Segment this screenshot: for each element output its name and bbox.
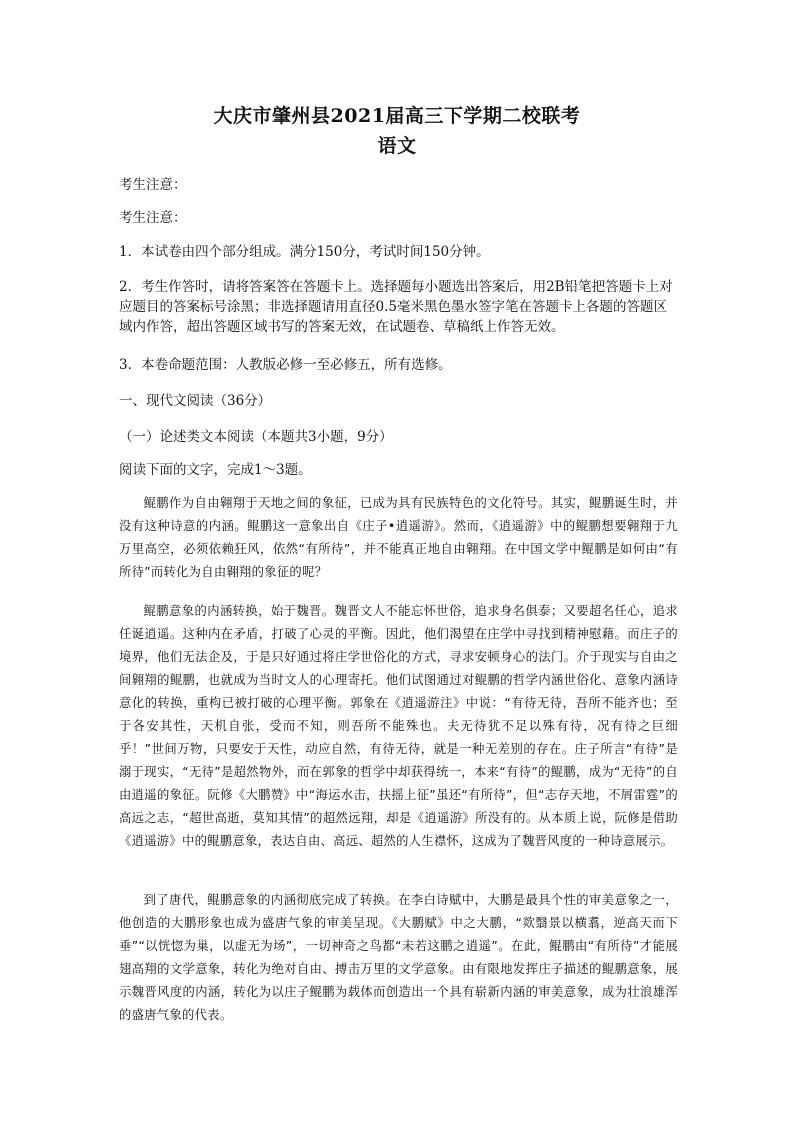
- notice-item-2: 2．考生作答时，请将答案答在答题卡上。选择题每小题选出答案后，用2B铅笔把答题卡上对应题目的答案标号涂黑；非选择题请用直径0.5毫米黑色墨水签字笔在答题卡上各题的答题区域内作答，超出答题区域书写的答案无效，在试题卷、草稿纸上作答无效。: [119, 279, 673, 335]
- exam-title: 大庆市肇州县2021届高三下学期二校联考: [213, 105, 581, 127]
- passage-paragraph-1: 鲲鹏作为自由翱翔于天地之间的象征，已成为具有民族特色的文化符号。其实，鲲鹏诞生时，并没有这种诗意的内涵。鲲鹏这一意象出自《庄子•逍遥游》。然而，《逍遥游》中的鲲鹏想要翱翔于九万里高空，必须依赖狂风，依然“有所待”，并不能真正地自由翱翔。在中国文学中鲲鹏是如何由“有所待”而转化为自由翱翔的象征的呢？: [119, 496, 678, 579]
- notice-item-1: 1．本试卷由四个部分组成。满分150分，考试时间150分钟。: [119, 244, 490, 260]
- reading-instruction: 阅读下面的文字，完成1～3题。: [119, 462, 312, 478]
- notice-heading: 考生注意：: [119, 177, 187, 193]
- notice-item-3: 3．本卷命题范围：人教版必修一至必修五，所有选修。: [119, 357, 452, 373]
- subject-title: 语文: [377, 135, 417, 157]
- passage-paragraph-3: 到了唐代，鲲鹏意象的内涵彻底完成了转换。在李白诗赋中，大鹏是最具个性的审美意象之一，他创造的大鹏形象也成为盛唐气象的审美呈现。《大鹏赋》中之大鹏，“欻翳景以横翥，逆高天而下垂”“以恍惚为巢，以虚无为场”，一切神奇之鸟都“未若这鹏之逍遥”。在此，鲲鹏由“有所待”才能展翅高翔的文学意象，转化为绝对自由、搏击万里的文学意象。由有限地发挥庄子描述的鲲鹏意象，展示魏晋风度的内涵，转化为以庄子鲲鹏为载体而创造出一个具有崭新内涵的审美意象，成为壮浪雄浑的盛唐气象的代表。: [119, 893, 678, 1022]
- subsection-heading: （一）论述类文本阅读（本题共3小题，9分）: [119, 429, 393, 445]
- notice-heading-repeat: 考生注意：: [119, 210, 187, 226]
- passage-paragraph-2: 鲲鹏意象的内涵转换，始于魏晋。魏晋文人不能忘怀世俗，追求身名俱泰；又要超名任心，追求任诞逍遥。这种内在矛盾，打破了心灵的平衡。因此，他们渴望在庄学中寻找到精神慰藉。而庄子的境界，他们无法企及，于是只好通过将庄学世俗化的方式，寻求安顿身心的法门。介于现实与自由之间翱翔的鲲鹏，也就成为当时文人的心理寄托。他们试图通过对鲲鹏的哲学内涵世俗化、意象内涵诗意化的转换，重构已被打破的心理平衡。郭象在《逍遥游注》中说：“有待无待，吾所不能齐也；至于各安其性，天机自张，受而不知，则吾所不能殊也。夫无待犹不足以殊有待，况有待之巨细乎！”世间万物，只要安于天性，动应自然，有待无待，就是一种无差别的存在。庄子所言“有待”是溺于现实，“无待”是超然物外，而在郭象的哲学中却获得统一，本来“有待”的鲲鹏，成为“无待”的自由逍遥的象征。阮修《大鹏赞》中“海运水击，扶摇上征”虽还“有所待”，但“志存天地，不屑雷霆”的高远之志，“超世高逝，莫知其情”的超然远翔，却是《逍遥游》所没有的。从本质上说，阮修是借助《逍遥游》中的鲲鹏意象，表达自由、高远、超然的人生襟怀，这成为了魏晋风度的一种诗意展示。: [119, 604, 678, 848]
- section-heading: 一、现代文阅读（36分）: [119, 393, 272, 409]
